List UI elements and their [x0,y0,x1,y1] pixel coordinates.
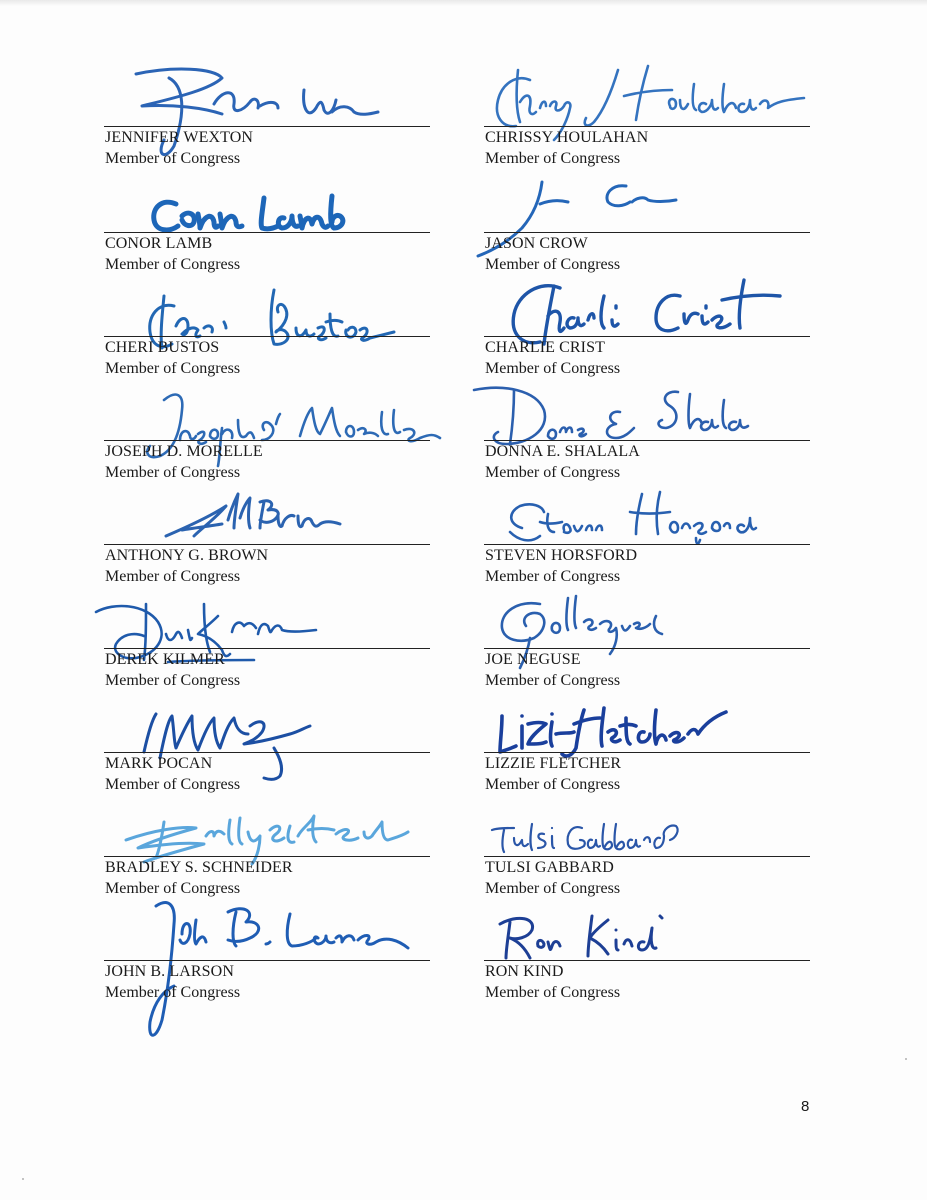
signer-name: CHRISSY HOULAHAN [485,129,649,146]
signature-line [104,648,430,649]
signature-block-gabbard [484,856,810,960]
signature-block-kind [484,960,810,1064]
signature-line [104,960,430,961]
scan-edge [0,0,927,6]
signature-block-houlahan [484,126,810,230]
signature-block-wexton [104,126,430,230]
signature-line [484,648,810,649]
signature-block-horsford [484,544,810,648]
signature-block-neguse [484,648,810,752]
signature-line [484,440,810,441]
signer-name: ANTHONY G. BROWN [105,547,269,564]
signer-name: CHERI BUSTOS [105,339,220,356]
signer-title: Member of Congress [485,880,621,897]
signer-name: CHARLIE CRIST [485,339,605,356]
signer-title: Member of Congress [485,256,621,273]
signer-title: Member of Congress [105,672,241,689]
signature-line [484,336,810,337]
signature-block-larson [104,960,430,1064]
signer-title: Member of Congress [105,568,241,585]
signer-name: BRADLEY S. SCHNEIDER [105,859,293,876]
signer-title: Member of Congress [485,672,621,689]
signature-block-schneider [104,856,430,960]
signer-name: TULSI GABBARD [485,859,614,876]
signer-title: Member of Congress [105,150,241,167]
signature-line [484,960,810,961]
signature-line [104,126,430,127]
signature-line [104,440,430,441]
signer-title: Member of Congress [105,464,241,481]
signer-title: Member of Congress [105,880,241,897]
signer-title: Member of Congress [485,150,621,167]
signer-name: JOHN B. LARSON [105,963,234,980]
signature-line [104,752,430,753]
signer-name: STEVEN HORSFORD [485,547,638,564]
signature-block-crow [484,232,810,336]
signature-block-lamb [104,232,430,336]
scan-speck [905,1058,907,1060]
signature-block-fletcher [484,752,810,856]
signature-line [484,856,810,857]
signature-block-bustos [104,336,430,440]
signer-name: JENNIFER WEXTON [105,129,254,146]
signer-name: JASON CROW [485,235,588,252]
signer-name: MARK POCAN [105,755,213,772]
signature-block-pocan [104,752,430,856]
signer-title: Member of Congress [485,568,621,585]
page-number: 8 [801,1098,810,1115]
signature-line [104,336,430,337]
signer-name: CONOR LAMB [105,235,213,252]
signer-title: Member of Congress [105,360,241,377]
signer-title: Member of Congress [105,776,241,793]
signer-name: JOSEPH D. MORELLE [105,443,263,460]
signer-title: Member of Congress [485,360,621,377]
signature-block-morelle [104,440,430,544]
signature-block-crist [484,336,810,440]
signature-line [484,752,810,753]
signer-name: DONNA E. SHALALA [485,443,640,460]
signature-block-shalala [484,440,810,544]
signer-title: Member of Congress [485,984,621,1001]
signer-name: DEREK KILMER [105,651,225,668]
signer-name: RON KIND [485,963,564,980]
signature-line [104,232,430,233]
signature-block-brown [104,544,430,648]
signer-title: Member of Congress [485,464,621,481]
signer-name: LIZZIE FLETCHER [485,755,622,772]
signer-name: JOE NEGUSE [485,651,581,668]
signer-title: Member of Congress [105,984,241,1001]
signature-block-kilmer [104,648,430,752]
signature-line [484,126,810,127]
scan-speck [22,1178,24,1180]
signer-title: Member of Congress [485,776,621,793]
signer-title: Member of Congress [105,256,241,273]
signature-line [104,856,430,857]
signature-line [484,544,810,545]
signature-line [484,232,810,233]
signature-line [104,544,430,545]
